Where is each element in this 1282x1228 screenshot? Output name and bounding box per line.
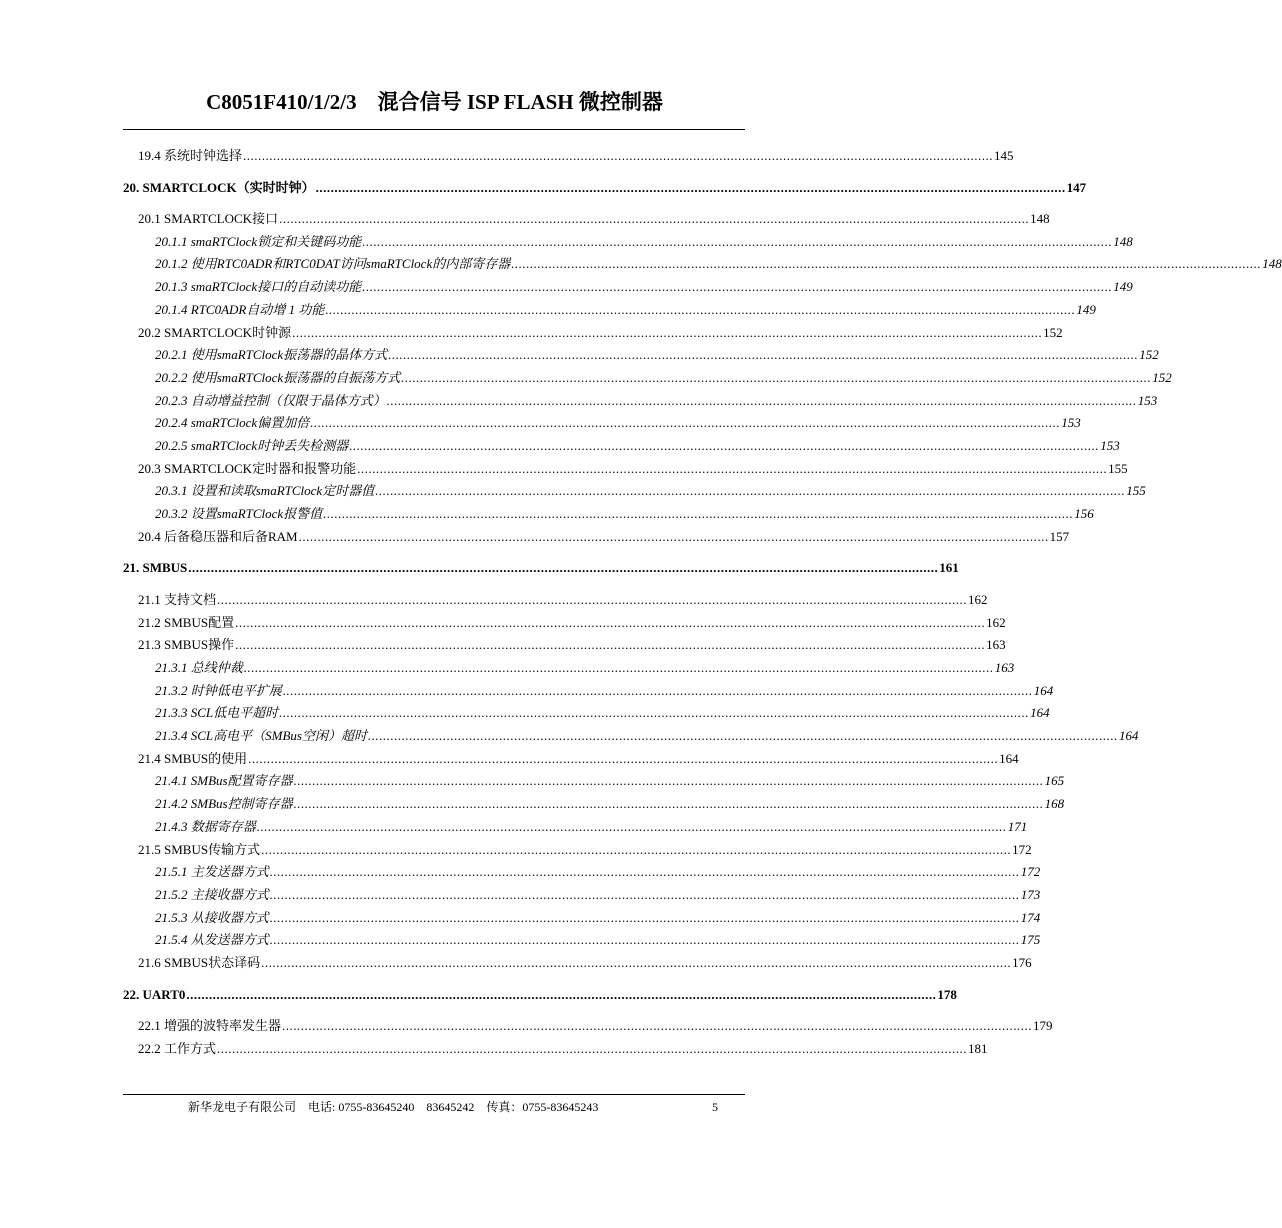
toc-entry[interactable] (155, 437, 1120, 455)
toc-entry-title: 21.4.2 SMBus控制寄存器 (155, 796, 293, 812)
toc-entry-title: 21.3 SMBUS操作 (138, 637, 235, 653)
toc-entry[interactable] (155, 795, 1065, 813)
toc-entry-page: 148 (1030, 211, 1050, 226)
toc-entry-title: 21.3.2 时钟低电平扩展 (155, 682, 282, 698)
toc-entry[interactable] (123, 179, 1087, 197)
toc-dot-leader: ........................................................................................................................................................................................................ (388, 347, 1139, 363)
toc-dot-leader: ........................................................................................................................................................................................................ (292, 324, 1043, 340)
toc-entry-page: 179 (1033, 1018, 1053, 1033)
toc-entry[interactable] (155, 414, 1081, 432)
toc-entry-page: 153 (1061, 415, 1081, 431)
toc-entry-title: 20.2.1 使用smaRTClock振荡器的晶体方式 (155, 347, 388, 363)
toc-dot-leader: ........................................................................................................................................................................................................ (217, 1040, 968, 1056)
toc-entry-title: 21.4.1 SMBus配置寄存器 (155, 773, 293, 789)
toc-dot-leader: ........................................................................................................................................................................................................ (279, 705, 1030, 721)
toc-entry-title: 22. UART0 (123, 986, 186, 1002)
toc-entry[interactable] (155, 505, 1094, 523)
toc-dot-leader: ........................................................................................................................................................................................................ (315, 179, 1066, 195)
toc-entry-title: 20. SMARTCLOCK（实时时钟） (123, 179, 315, 195)
toc-entry-title: 20.1.4 RTC0ADR自动增 1 功能 (155, 301, 325, 317)
toc-dot-leader: ........................................................................................................................................................................................................ (293, 796, 1044, 812)
toc-dot-leader: ........................................................................................................................................................................................................ (325, 301, 1076, 317)
toc-entry[interactable] (138, 460, 1128, 478)
toc-entry[interactable] (155, 909, 1041, 927)
toc-dot-leader: ........................................................................................................................................................................................................ (217, 591, 968, 607)
toc-entry-page: 149 (1113, 279, 1133, 295)
page-number: 5 (712, 1100, 718, 1114)
toc-entry[interactable] (155, 886, 1041, 904)
toc-entry[interactable] (155, 392, 1158, 410)
toc-entry-title: 21.4 SMBUS的使用 (138, 750, 248, 766)
toc-entry[interactable] (155, 863, 1041, 881)
toc-dot-leader: ........................................................................................................................................................................................................ (269, 909, 1020, 925)
toc-entry-page: 148 (1262, 256, 1282, 272)
toc-entry[interactable] (138, 1017, 1053, 1035)
toc-dot-leader: ........................................................................................................................................................................................................ (188, 560, 939, 576)
page-footer (0, 1098, 869, 1116)
toc-entry-title: 20.3.1 设置和读取smaRTClock定时器值 (155, 483, 375, 499)
toc-entry-page: 172 (1012, 841, 1032, 857)
toc-entry[interactable] (155, 278, 1133, 296)
toc-entry[interactable] (155, 931, 1041, 949)
toc-dot-leader: ........................................................................................................................................................................................................ (401, 369, 1152, 385)
toc-entry[interactable] (155, 659, 1015, 677)
toc-dot-leader: ........................................................................................................................................................................................................ (243, 148, 994, 163)
toc-entry-title: 20.2.4 smaRTClock偏置加倍 (155, 415, 310, 431)
toc-dot-leader: ........................................................................................................................................................................................................ (235, 637, 986, 653)
toc-entry-title: 20.1.1 smaRTClock锁定和关键码功能 (155, 233, 362, 249)
toc-dot-leader: ........................................................................................................................................................................................................ (323, 506, 1074, 522)
toc-dot-leader: ........................................................................................................................................................................................................ (269, 886, 1020, 902)
toc-entry-page: 156 (1074, 506, 1094, 522)
toc-entry-page: 153 (1100, 438, 1120, 453)
toc-entry[interactable] (155, 233, 1133, 251)
toc-dot-leader: ........................................................................................................................................................................................................ (298, 528, 1049, 544)
toc-dot-leader: ........................................................................................................................................................................................................ (357, 460, 1108, 476)
toc-entry[interactable] (138, 528, 1070, 546)
toc-entry[interactable] (138, 147, 1014, 165)
toc-entry[interactable] (155, 346, 1159, 364)
toc-entry-page: 164 (999, 750, 1019, 766)
toc-entry-title: 20.2 SMARTCLOCK时钟源 (138, 324, 292, 340)
toc-entry-page: 152 (1152, 369, 1172, 385)
toc-entry-page: 172 (1020, 864, 1041, 880)
toc-entry-title: 21.3.1 总线仲裁 (155, 659, 243, 675)
toc-dot-leader: ........................................................................................................................................................................................................ (261, 955, 1012, 970)
toc-entry-page: 163 (986, 637, 1006, 653)
toc-entry-page: 164 (1118, 728, 1139, 743)
toc-entry[interactable] (123, 986, 957, 1004)
toc-entry-title: 21.6 SMBUS状态译码 (138, 955, 261, 970)
toc-entry-title: 21.3.4 SCL高电平（SMBus空闲）超时 (155, 728, 367, 743)
toc-entry-title: 22.2 工作方式 (138, 1040, 217, 1056)
toc-entry[interactable] (155, 682, 1054, 700)
toc-dot-leader: ........................................................................................................................................................................................................ (282, 1018, 1033, 1033)
toc-entry[interactable] (155, 818, 1028, 836)
toc-entry-page: 152 (1139, 347, 1159, 363)
toc-entry-page: 181 (968, 1040, 988, 1056)
toc-dot-leader: ........................................................................................................................................................................................................ (235, 614, 986, 630)
toc-entry[interactable] (155, 704, 1050, 722)
toc-entry-title: 21.5.3 从接收器方式 (155, 909, 269, 925)
toc-dot-leader: ........................................................................................................................................................................................................ (362, 233, 1113, 249)
toc-entry-title: 21.5 SMBUS传输方式 (138, 841, 261, 857)
toc-entry-page: 178 (937, 986, 957, 1002)
toc-entry-page: 155 (1126, 483, 1146, 499)
toc-entry-title: 20.4 后备稳压器和后备RAM (138, 528, 298, 544)
toc-entry-title: 21.1 支持文档 (138, 591, 217, 607)
toc-entry[interactable] (138, 636, 1006, 654)
toc-entry[interactable] (138, 750, 1019, 768)
toc-dot-leader: ........................................................................................................................................................................................................ (375, 483, 1126, 499)
toc-entry-page: 165 (1044, 773, 1065, 789)
toc-entry-page: 176 (1012, 955, 1032, 970)
toc-entry-page: 157 (1049, 528, 1070, 544)
toc-dot-leader: ........................................................................................................................................................................................................ (310, 415, 1061, 431)
toc-entry-title: 20.2.2 使用smaRTClock振荡器的自振荡方式 (155, 369, 401, 385)
toc-entry-page: 168 (1044, 796, 1065, 812)
toc-dot-leader: ........................................................................................................................................................................................................ (248, 750, 999, 766)
toc-entry[interactable] (155, 255, 1282, 273)
toc-dot-leader: ........................................................................................................................................................................................................ (256, 818, 1007, 834)
toc-entry-page: 145 (994, 148, 1014, 163)
toc-entry-page: 162 (986, 614, 1006, 630)
toc-entry-page: 174 (1020, 909, 1041, 925)
toc-dot-leader: ........................................................................................................................................................................................................ (367, 728, 1118, 743)
toc-entry-page: 161 (939, 560, 959, 576)
toc-dot-leader: ........................................................................................................................................................................................................ (349, 438, 1100, 453)
toc-dot-leader: ........................................................................................................................................................................................................ (282, 682, 1033, 698)
toc-entry-title: 21. SMBUS (123, 560, 188, 576)
toc-entry-page: 164 (1033, 682, 1054, 698)
toc-entry[interactable] (155, 369, 1172, 387)
toc-entry-title: 21.5.2 主接收器方式 (155, 886, 269, 902)
toc-entry-title: 21.5.4 从发送器方式 (155, 932, 269, 948)
toc-entry-title: 21.2 SMBUS配置 (138, 614, 235, 630)
toc-entry[interactable] (155, 727, 1139, 745)
toc-dot-leader: ........................................................................................................................................................................................................ (362, 279, 1113, 295)
toc-entry-page: 164 (1030, 705, 1050, 721)
toc-dot-leader: ........................................................................................................................................................................................................ (261, 841, 1012, 857)
toc-dot-leader: ........................................................................................................................................................................................................ (269, 864, 1020, 880)
toc-entry-page: 173 (1020, 886, 1041, 902)
toc-dot-leader: ........................................................................................................................................................................................................ (186, 986, 937, 1002)
toc-entry-title: 20.1.3 smaRTClock接口的自动读功能 (155, 279, 362, 295)
toc-entry-title: 21.3.3 SCL低电平超时 (155, 705, 279, 721)
page-title: C8051F410/1/2/3 混合信号 ISP FLASH 微控制器 (206, 90, 663, 114)
toc-entry-page: 162 (968, 591, 988, 607)
toc-entry[interactable] (138, 841, 1032, 859)
toc-entry[interactable] (138, 1040, 988, 1058)
toc-entry-title: 22.1 增强的波特率发生器 (138, 1018, 282, 1033)
toc-dot-leader: ........................................................................................................................................................................................................ (511, 256, 1262, 272)
toc-entry[interactable] (138, 954, 1032, 972)
toc-dot-leader: ........................................................................................................................................................................................................ (243, 659, 994, 675)
toc-dot-leader: ........................................................................................................................................................................................................ (293, 773, 1044, 789)
toc-entry-title: 21.5.1 主发送器方式 (155, 864, 269, 880)
footer-company-info: 新华龙电子有限公司 电话: 0755-83645240 83645242 传真：0755-83645243 (188, 1100, 599, 1114)
toc-entry[interactable] (123, 559, 959, 577)
toc-entry-title: 21.4.3 数据寄存器 (155, 818, 256, 834)
toc-entry[interactable] (155, 772, 1065, 790)
toc-dot-leader: ........................................................................................................................................................................................................ (279, 211, 1030, 226)
toc-entry-page: 148 (1113, 233, 1133, 249)
toc-entry-page: 152 (1043, 324, 1063, 340)
toc-entry-title: 20.1.2 使用RTC0ADR和RTC0DAT访问smaRTClock的内部寄存器 (155, 256, 511, 272)
toc-entry-title: 20.3 SMARTCLOCK定时器和报警功能 (138, 460, 357, 476)
toc-entry-title: 20.3.2 设置smaRTClock报警值 (155, 506, 323, 522)
toc-entry[interactable] (138, 324, 1063, 342)
toc-entry-page: 153 (1137, 392, 1158, 408)
toc-entry-title: 20.1 SMARTCLOCK接口 (138, 211, 279, 226)
toc-entry[interactable] (138, 210, 1050, 228)
toc-entry[interactable] (155, 482, 1146, 500)
toc-entry-page: 155 (1108, 460, 1128, 476)
toc-entry[interactable] (138, 614, 1006, 632)
toc-entry-page: 147 (1066, 179, 1087, 195)
toc-entry-title: 19.4 系统时钟选择 (138, 148, 243, 163)
toc-entry-page: 171 (1007, 818, 1028, 834)
toc-entry-title: 20.2.3 自动增益控制（仅限于晶体方式） (155, 392, 386, 408)
toc-entry-page: 149 (1076, 301, 1096, 317)
footer-rule (123, 1094, 745, 1095)
toc-entry[interactable] (138, 591, 988, 609)
toc-dot-leader: ........................................................................................................................................................................................................ (386, 392, 1137, 408)
toc-entry[interactable] (155, 301, 1096, 319)
toc-entry-title: 20.2.5 smaRTClock时钟丢失检测器 (155, 438, 349, 453)
toc-entry-page: 175 (1020, 932, 1041, 948)
toc-entry-page: 163 (994, 659, 1015, 675)
toc-dot-leader: ........................................................................................................................................................................................................ (269, 932, 1020, 948)
